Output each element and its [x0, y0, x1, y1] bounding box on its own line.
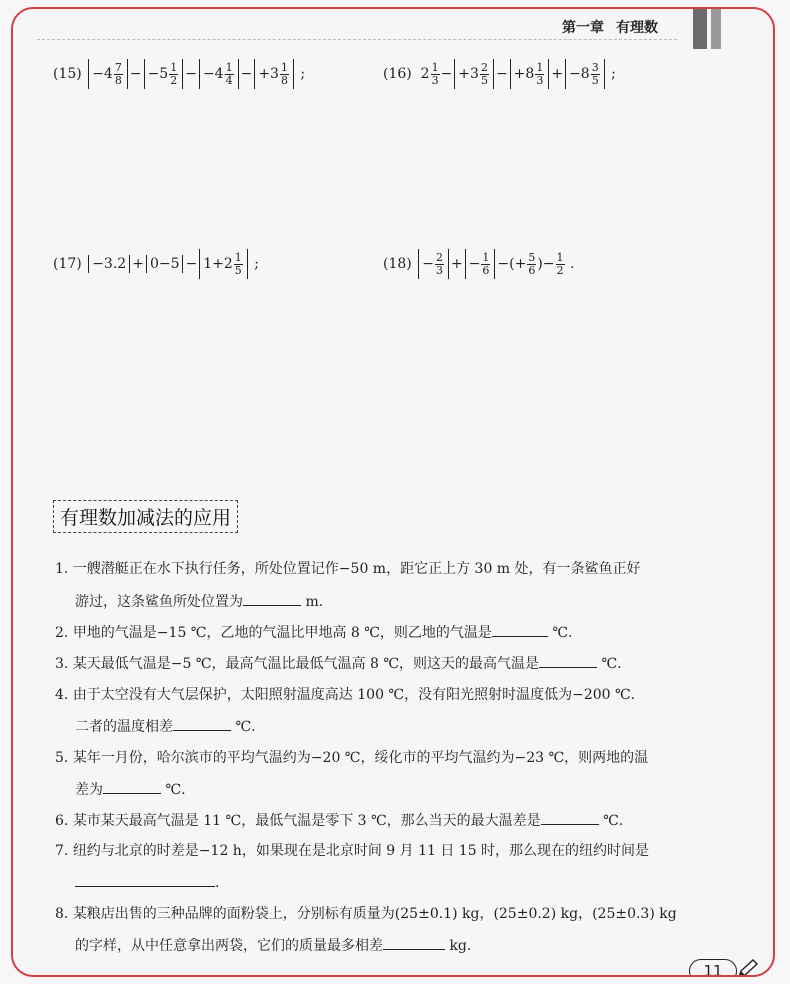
- question-8-line2: [75, 936, 471, 955]
- q-num: 2.: [55, 625, 69, 641]
- problem-15: (15) −4 $\frac{7}{8}$ − −5 $\frac{1}{2}$ − −4 $\frac{1}{4}$ − +3 $\frac{1}{8}$ ;: [53, 59, 305, 89]
- q-text: 某年一月份，哈尔滨市的平均气温约为−20 ℃，绥化市的平均气温约为−23 ℃，则两地的温: [72, 750, 649, 766]
- q-unit: ℃.: [603, 813, 624, 829]
- answer-blank[interactable]: [541, 811, 599, 825]
- q-num: 8.: [55, 906, 69, 922]
- sep: ;: [254, 256, 259, 272]
- q-text: 的字样，从中任意拿出两袋，它们的质量最多相差: [75, 938, 383, 954]
- question-1: [55, 560, 641, 578]
- q-unit: ℃.: [601, 656, 622, 672]
- problem-16-label: (16): [383, 66, 412, 82]
- answer-blank[interactable]: [492, 623, 548, 637]
- running-header: [541, 15, 679, 39]
- problem-15-label: (15): [53, 66, 82, 82]
- chapter-label: 第一章: [562, 20, 604, 36]
- question-4-line2: [75, 717, 256, 736]
- q-num: 6.: [55, 813, 69, 829]
- sep: ;: [611, 66, 616, 82]
- q-text: 某天最低气温是−5 ℃，最高气温比最低气温高 8 ℃，则这天的最高气温是: [72, 656, 540, 672]
- section-title: 有理数加减法的应用: [53, 500, 238, 533]
- question-3: [55, 654, 622, 673]
- answer-blank[interactable]: [75, 873, 215, 887]
- question-1-line2: [75, 592, 323, 611]
- q-text: 甲地的气温是−15 ℃，乙地的气温比甲地高 8 ℃，则乙地的气温是: [72, 625, 492, 641]
- q-num: 4.: [55, 687, 69, 703]
- question-4: [55, 686, 635, 704]
- q-unit: ℃.: [165, 782, 186, 798]
- pencil-icon: [735, 957, 759, 977]
- q-text: 游过，这条鲨鱼所处位置为: [75, 594, 243, 610]
- page-tab-mark: [693, 9, 707, 49]
- problem-17-label: (17): [53, 256, 82, 272]
- page-tab-mark-2: [711, 9, 721, 49]
- chapter-title: 有理数: [616, 20, 658, 36]
- answer-blank[interactable]: [383, 936, 445, 950]
- page-number: 11: [689, 959, 737, 977]
- answer-blank[interactable]: [243, 592, 301, 606]
- q-num: 7.: [55, 843, 69, 859]
- page-frame: [11, 7, 775, 977]
- question-7-line2: [75, 873, 219, 892]
- end: .: [570, 256, 575, 272]
- sep: ;: [300, 66, 306, 82]
- problem-17: (17) −3.2 + 0−5 − 1+2 $\frac{1}{5}$ ;: [53, 249, 259, 279]
- q-num: 3.: [55, 656, 69, 672]
- q-unit: ℃.: [552, 625, 573, 641]
- question-5: [55, 749, 648, 767]
- q-text: 某市某天最高气温是 11 ℃，最低气温是零下 3 ℃，那么当天的最大温差是: [72, 813, 541, 829]
- problem-18: (18) − $\frac{2}{3}$ + − $\frac{1}{6}$ −(+ $\frac{5}{6}$ )− $\frac{1}{2}$ .: [383, 249, 574, 279]
- question-8: [55, 905, 677, 923]
- question-7: [55, 842, 649, 860]
- question-6: [55, 811, 623, 830]
- q-num: 1.: [55, 561, 69, 577]
- answer-blank[interactable]: [539, 654, 597, 668]
- header-rule: [37, 39, 677, 40]
- q-unit: .: [215, 875, 220, 891]
- q-num: 5.: [55, 750, 69, 766]
- question-5-line2: [75, 780, 186, 799]
- q-text: 纽约与北京的时差是−12 h，如果现在是北京时间 9 月 11 日 15 时，那么现在的纽约时间是: [72, 843, 650, 859]
- answer-blank[interactable]: [103, 780, 161, 794]
- q-unit: kg.: [449, 938, 472, 954]
- q-text: 一艘潜艇正在水下执行任务，所处位置记作−50 m，距它正上方 30 m 处，有一条鲨鱼正好: [72, 561, 641, 577]
- question-2: [55, 623, 573, 642]
- q-text: 二者的温度相差: [75, 719, 173, 735]
- q-text: 某粮店出售的三种品牌的面粉袋上，分别标有质量为(25±0.1) kg，(25±0.2) kg，(25±0.3) kg: [72, 906, 677, 922]
- q-text: 差为: [75, 782, 103, 798]
- q-text: 由于太空没有大气层保护，太阳照射温度高达 100 ℃，没有阳光照射时温度低为−200 ℃.: [72, 687, 636, 703]
- answer-blank[interactable]: [173, 717, 231, 731]
- q-unit: ℃.: [235, 719, 256, 735]
- problem-18-label: (18): [383, 256, 412, 272]
- q-unit: m.: [305, 594, 324, 610]
- problem-16: (16) 2 $\frac{1}{3}$ − +3 $\frac{2}{5}$ − +8 $\frac{1}{3}$ + −8 $\frac{3}{5}$ ;: [383, 59, 616, 89]
